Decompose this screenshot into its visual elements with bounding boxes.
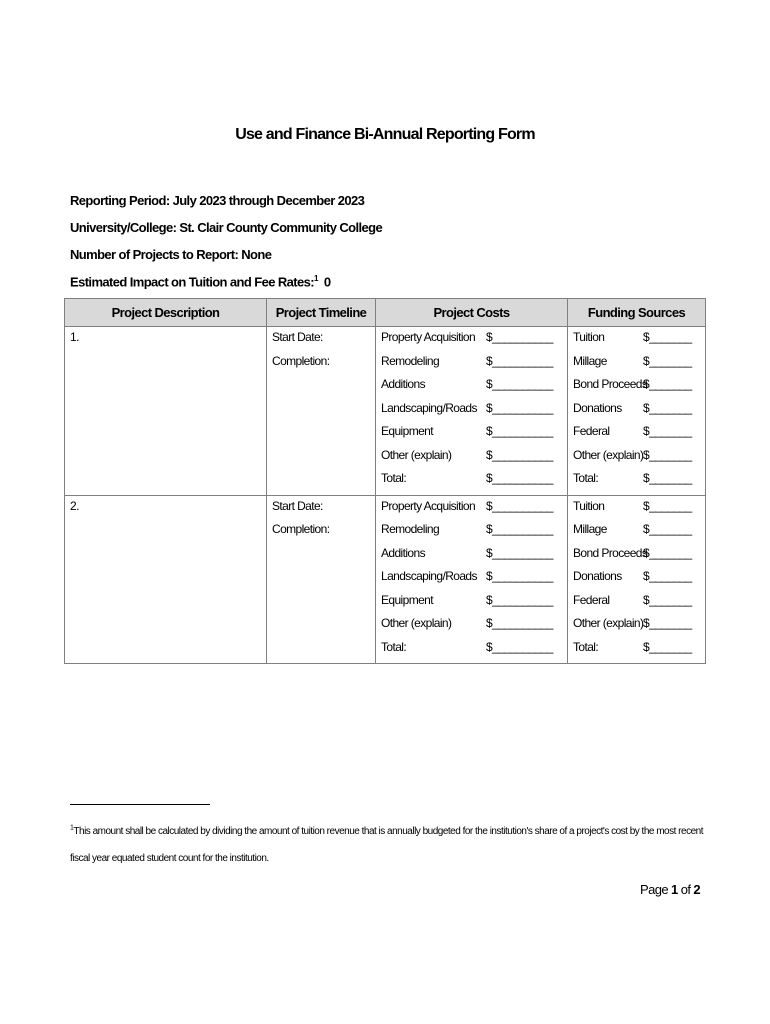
funding-label: Other (explain) [573,616,644,630]
cost-amount-field[interactable]: $__________ [486,592,553,607]
funding-amount-field[interactable]: $_______ [643,353,692,368]
footnote [70,818,710,872]
funding-label: Other (explain) [573,447,644,462]
funding-line [568,593,705,617]
cost-line [376,640,567,664]
funding-label: Donations [573,400,622,415]
cost-amount-field[interactable]: $__________ [486,522,553,536]
cost-label: Other (explain) [381,447,452,462]
header-project-description: Project Description [65,299,267,327]
cost-amount-field[interactable]: $__________ [486,424,553,438]
funding-line [568,616,705,640]
funding-amount-field[interactable]: $_______ [643,400,692,415]
funding-label: Total: [573,639,599,654]
funding-line [568,499,705,523]
start-date-label: Start Date: [272,498,323,513]
project-costs-cell [376,327,568,496]
header-project-costs: Project Costs [376,299,568,327]
cost-amount-field[interactable]: $__________ [486,616,553,630]
cost-label: Landscaping/Roads [381,400,477,415]
cost-line [376,616,567,640]
funding-line [568,546,705,570]
cost-label: Equipment [381,592,433,607]
project-timeline-cell [267,495,376,664]
footnote-text: This amount shall be calculated by dividing the amount of tuition revenue that is annually budgeted for the institution's share of a project's cost by the most recent fiscal year equated student count for the institution. [70,826,703,864]
funding-label: Federal [573,592,610,607]
cost-label: Total: [381,639,407,654]
cost-line [376,424,567,448]
cost-line [376,569,567,593]
cost-amount-field[interactable]: $__________ [486,400,553,415]
cost-label: Total: [381,471,407,485]
funding-line [568,354,705,378]
funding-sources-cell [568,327,706,496]
footnote-ref: 1 [314,274,318,283]
cost-line [376,546,567,570]
funding-label: Donations [573,569,622,583]
project-number: 1. [70,330,79,344]
cost-amount-field[interactable]: $__________ [486,545,553,560]
funding-line [568,401,705,425]
university-college: University/College: St. Clair County Community College [70,220,383,235]
cost-label: Remodeling [381,353,440,368]
funding-line [568,569,705,593]
funding-amount-field[interactable]: $_______ [643,447,692,462]
cost-label: Equipment [381,424,433,438]
project-number: 2. [70,498,79,513]
funding-amount-field[interactable]: $_______ [643,498,692,513]
cost-amount-field[interactable]: $__________ [486,377,553,391]
start-date-label: Start Date: [272,330,323,344]
cost-amount-field[interactable]: $__________ [486,330,553,344]
funding-amount-field[interactable]: $_______ [643,471,692,485]
page-of: of [680,882,691,897]
cost-label: Property Acquisition [381,498,476,513]
cost-line [376,593,567,617]
funding-amount-field[interactable]: $_______ [643,545,692,560]
completion-label: Completion: [272,353,330,368]
funding-label: Millage [573,522,607,536]
cost-line [376,499,567,523]
cost-amount-field[interactable]: $__________ [486,639,553,654]
cost-amount-field[interactable]: $__________ [486,569,553,583]
cost-label: Landscaping/Roads [381,569,477,583]
funding-amount-field[interactable]: $_______ [643,377,692,391]
funding-amount-field[interactable]: $_______ [643,569,692,583]
project-description-cell[interactable] [65,327,267,496]
project-description-cell[interactable] [65,495,267,664]
cost-line [376,448,567,472]
table-row [65,327,706,496]
page-total: 2 [693,882,700,897]
projects-table [64,298,706,664]
funding-label: Federal [573,424,610,438]
cost-line [376,401,567,425]
funding-label: Bond Proceeds [573,377,648,391]
funding-amount-field[interactable]: $_______ [643,639,692,654]
funding-amount-field[interactable]: $_______ [643,592,692,607]
funding-line [568,640,705,664]
cost-line [376,330,567,354]
cost-amount-field[interactable]: $__________ [486,498,553,513]
funding-amount-field[interactable]: $_______ [643,522,692,536]
funding-sources-cell [568,495,706,664]
cost-line [376,471,567,495]
page-prefix: Page [640,882,669,897]
cost-label: Additions [381,545,425,560]
cost-line [376,522,567,546]
number-of-projects: Number of Projects to Report: None [70,247,272,262]
cost-label: Property Acquisition [381,330,476,344]
reporting-period: Reporting Period: July 2023 through December 2023 [70,193,365,208]
cost-amount-field[interactable]: $__________ [486,353,553,368]
estimated-impact-label: Estimated Impact on Tuition and Fee Rates: [70,274,314,290]
footnote-marker: 1 [70,824,74,832]
project-costs-cell [376,495,568,664]
funding-line [568,471,705,495]
page-number [640,882,700,897]
table-header-row [65,299,706,327]
header-funding-sources: Funding Sources [568,299,706,327]
cost-amount-field[interactable]: $__________ [486,447,553,462]
cost-label: Remodeling [381,522,440,536]
estimated-impact [70,274,331,289]
funding-line [568,330,705,354]
funding-amount-field[interactable]: $_______ [643,330,692,344]
funding-label: Bond Proceeds [573,545,648,560]
funding-line [568,424,705,448]
header-project-timeline: Project Timeline [267,299,376,327]
cost-label: Other (explain) [381,616,452,630]
footnote-divider [70,804,210,805]
cost-label: Additions [381,377,425,391]
funding-line [568,448,705,472]
cost-line [376,354,567,378]
funding-line [568,522,705,546]
funding-label: Millage [573,353,607,368]
funding-label: Total: [573,471,599,485]
page-current: 1 [671,882,678,897]
funding-amount-field[interactable]: $_______ [643,424,692,438]
funding-label: Tuition [573,330,605,344]
table-row [65,495,706,664]
cost-amount-field[interactable]: $__________ [486,471,553,485]
cost-line [376,377,567,401]
form-title: Use and Finance Bi-Annual Reporting Form [235,126,535,143]
completion-label: Completion: [272,522,330,536]
project-timeline-cell [267,327,376,496]
funding-line [568,377,705,401]
funding-label: Tuition [573,498,605,513]
estimated-impact-value: 0 [323,274,331,290]
funding-amount-field[interactable]: $_______ [643,616,692,630]
